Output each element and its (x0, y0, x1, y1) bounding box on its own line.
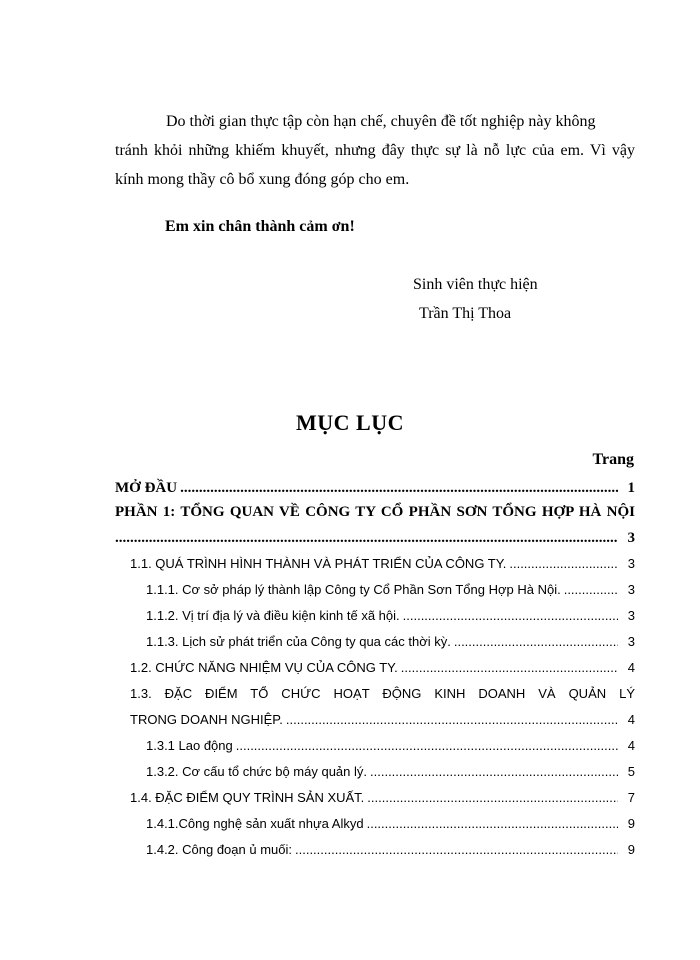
intro-paragraph (115, 107, 635, 194)
toc-leader-dots (295, 842, 618, 857)
toc-entry-label: 1.4. ĐẶC ĐIỂM QUY TRÌNH SẢN XUẤT. (130, 790, 365, 805)
toc-entry-page: 3 (627, 582, 635, 597)
toc-entry-page: 3 (627, 530, 635, 546)
toc-leader-dots (286, 712, 618, 727)
signature-name: Trần Thị Thoa (419, 305, 512, 322)
toc-entry[interactable] (130, 790, 635, 805)
toc-entry-page: 3 (627, 608, 635, 623)
toc-leader-dots (370, 764, 618, 779)
toc-leader-dots (180, 480, 618, 497)
toc-entry-continuation (130, 712, 635, 727)
toc-entry[interactable] (146, 738, 635, 753)
toc-entry-page: 4 (627, 738, 635, 753)
intro-line-1: Do thời gian thực tập còn hạn chế, chuyên đề tốt nghiệp này không (166, 113, 596, 130)
toc-entry-label: 1.4.2. Công đoạn ủ muối: (146, 842, 292, 857)
toc-leader-dots (236, 738, 618, 753)
toc-entry-label: MỞ ĐẦU (115, 480, 178, 496)
toc-leader-dots (401, 660, 618, 675)
thanks-line: Em xin chân thành cảm ơn! (165, 218, 355, 235)
toc-entry[interactable] (146, 764, 635, 779)
intro-line-2: tránh khỏi những khiếm khuyết, nhưng đây thực sự là nỗ lực của em. Vì vậy (115, 142, 635, 159)
toc-entry[interactable] (130, 686, 635, 701)
toc-entry[interactable] (146, 842, 635, 857)
toc-entry-label: 1.1. QUÁ TRÌNH HÌNH THÀNH VÀ PHÁT TRIỂN CỦA CÔNG TY. (130, 556, 507, 571)
toc-entry[interactable] (130, 556, 635, 571)
toc-entry-label: 1.3.2. Cơ cấu tổ chức bộ máy quản lý. (146, 764, 368, 779)
toc-entry-page: 9 (627, 842, 635, 857)
toc-entry-page: 7 (627, 790, 635, 805)
toc-entry-label: PHẦN 1: TỔNG QUAN VỀ CÔNG TY CỔ PHẦN SƠN TỔNG HỢP HÀ NỘI (115, 504, 635, 520)
toc-entry-continuation (115, 530, 635, 547)
toc-entry-page: 3 (627, 634, 635, 649)
toc-leader-dots (403, 608, 618, 623)
toc-entry-label: 1.3. ĐẶC ĐIỂM TỔ CHỨC HOẠT ĐỘNG KINH DOANH VÀ QUẢN LÝ (130, 686, 635, 701)
toc-entry[interactable] (146, 608, 635, 623)
toc-entry-label: 1.3.1 Lao động (146, 738, 233, 753)
toc-entry[interactable] (146, 634, 635, 649)
toc-entry-page: 4 (627, 660, 635, 675)
toc-entry-label: 1.1.2. Vị trí địa lý và điều kiện kinh tế xã hội. (146, 608, 400, 623)
toc-entry-label-line2: TRONG DOANH NGHIỆP. (130, 712, 283, 727)
toc-page-header: Trang (592, 451, 634, 468)
toc-entry[interactable] (146, 816, 635, 831)
toc-leader-dots (367, 790, 618, 805)
toc-leader-dots (115, 530, 618, 547)
toc-entry-label: 1.1.3. Lịch sử phát triển của Công ty qua các thời kỳ. (146, 634, 451, 649)
signature-role: Sinh viên thực hiện (413, 276, 538, 293)
toc-title: MỤC LỤC (296, 410, 404, 435)
toc-entry-label: 1.2. CHỨC NĂNG NHIỆM VỤ CỦA CÔNG TY. (130, 660, 398, 675)
toc-leader-dots (454, 634, 618, 649)
toc-entry-page: 4 (627, 712, 635, 727)
toc-leader-dots (367, 816, 618, 831)
intro-line-3: kính mong thầy cô bổ xung đóng góp cho em. (115, 171, 410, 188)
toc-entry[interactable] (130, 660, 635, 675)
toc-entry-label: 1.1.1. Cơ sở pháp lý thành lập Công ty Cổ Phần Sơn Tổng Hợp Hà Nội. (146, 582, 561, 597)
toc-entry-page: 3 (627, 556, 635, 571)
toc-entry-page: 5 (627, 764, 635, 779)
toc-leader-dots (564, 582, 618, 597)
toc-leader-dots (509, 556, 618, 571)
toc-entry[interactable] (115, 480, 635, 497)
toc-entry-label: 1.4.1.Công nghệ sản xuất nhựa Alkyd (146, 816, 364, 831)
toc-entry-page: 1 (627, 480, 635, 496)
toc-entry[interactable] (115, 504, 635, 521)
toc-entry[interactable] (146, 582, 635, 597)
toc-entry-page: 9 (627, 816, 635, 831)
